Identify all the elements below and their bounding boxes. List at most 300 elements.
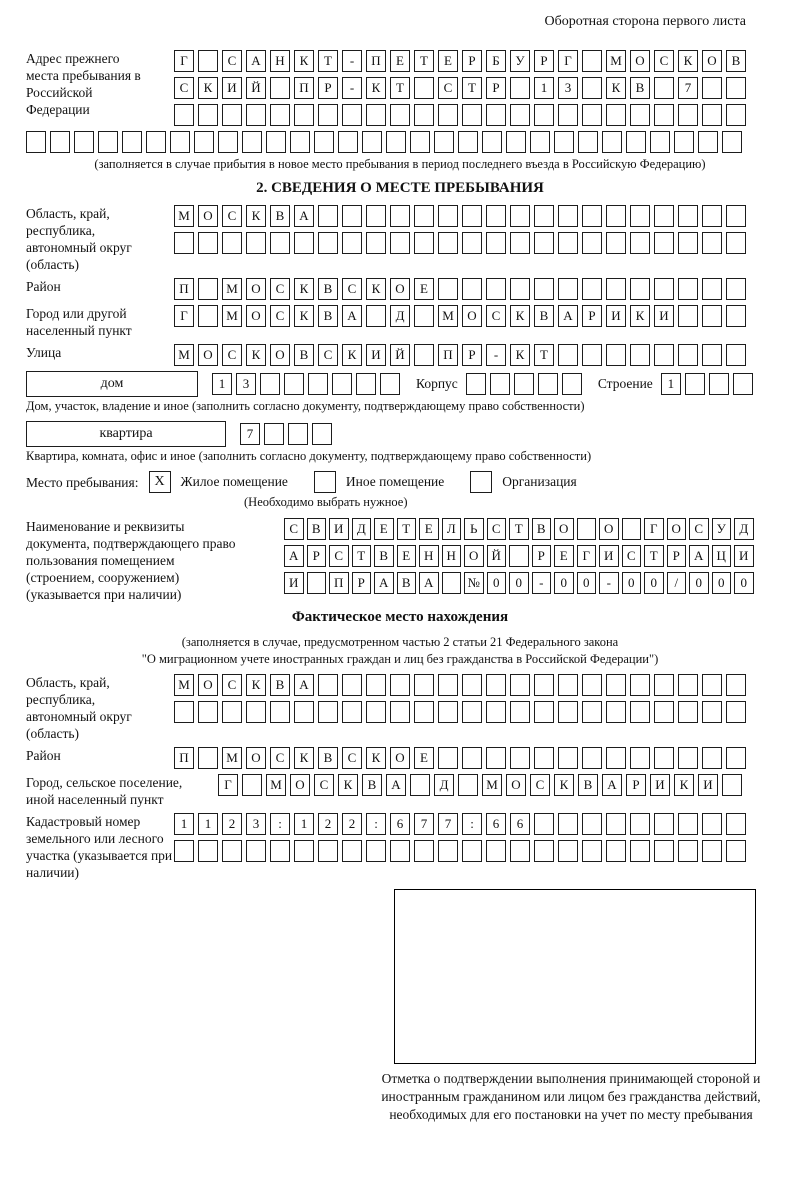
char-cell[interactable] (410, 131, 430, 153)
char-cell[interactable] (318, 840, 338, 862)
char-cell[interactable]: Р (318, 77, 338, 99)
char-cell[interactable]: С (222, 205, 242, 227)
char-cell[interactable] (709, 373, 729, 395)
char-cell[interactable] (438, 701, 458, 723)
char-cell[interactable] (702, 747, 722, 769)
char-cell[interactable]: А (374, 572, 394, 594)
char-cell[interactable] (534, 701, 554, 723)
char-cell[interactable]: 2 (318, 813, 338, 835)
char-cell[interactable]: Т (509, 518, 529, 540)
char-cell[interactable] (342, 104, 362, 126)
char-cell[interactable] (438, 840, 458, 862)
char-cell[interactable]: 2 (222, 813, 242, 835)
char-cell[interactable] (630, 278, 650, 300)
char-cell[interactable]: М (174, 344, 194, 366)
char-cell[interactable]: О (390, 747, 410, 769)
char-cell[interactable]: 0 (577, 572, 597, 594)
char-cell[interactable] (558, 701, 578, 723)
char-cell[interactable] (606, 747, 626, 769)
char-cell[interactable] (366, 104, 386, 126)
char-cell[interactable] (356, 373, 376, 395)
char-cell[interactable] (558, 813, 578, 835)
char-cell[interactable] (558, 747, 578, 769)
char-cell[interactable]: У (712, 518, 732, 540)
char-cell[interactable] (342, 205, 362, 227)
char-cell[interactable]: Й (390, 344, 410, 366)
char-cell[interactable]: О (630, 50, 650, 72)
char-cell[interactable]: Р (486, 77, 506, 99)
char-cell[interactable] (438, 747, 458, 769)
char-cell[interactable]: К (338, 774, 358, 796)
char-cell[interactable] (577, 518, 597, 540)
char-cell[interactable]: / (667, 572, 687, 594)
char-cell[interactable]: 1 (661, 373, 681, 395)
char-cell[interactable]: 7 (240, 423, 260, 445)
char-cell[interactable] (318, 674, 338, 696)
char-cell[interactable]: Е (414, 278, 434, 300)
char-cell[interactable] (458, 774, 478, 796)
char-cell[interactable] (332, 373, 352, 395)
char-cell[interactable] (678, 205, 698, 227)
char-cell[interactable] (582, 205, 602, 227)
char-cell[interactable] (312, 423, 332, 445)
char-cell[interactable]: С (486, 305, 506, 327)
char-cell[interactable] (702, 813, 722, 835)
char-cell[interactable]: О (246, 305, 266, 327)
char-cell[interactable]: Т (318, 50, 338, 72)
char-cell[interactable]: : (366, 813, 386, 835)
char-cell[interactable] (702, 840, 722, 862)
char-cell[interactable]: В (307, 518, 327, 540)
char-cell[interactable] (362, 131, 382, 153)
char-cell[interactable] (414, 104, 434, 126)
char-cell[interactable]: М (174, 205, 194, 227)
char-cell[interactable] (726, 104, 746, 126)
char-cell[interactable] (414, 674, 434, 696)
char-cell[interactable] (702, 701, 722, 723)
char-cell[interactable] (606, 205, 626, 227)
char-cell[interactable] (582, 674, 602, 696)
char-cell[interactable]: С (270, 278, 290, 300)
char-cell[interactable]: И (329, 518, 349, 540)
checkbox-residential[interactable]: X (149, 471, 171, 493)
char-cell[interactable] (733, 373, 753, 395)
char-cell[interactable]: В (578, 774, 598, 796)
char-cell[interactable] (678, 305, 698, 327)
char-cell[interactable]: М (174, 674, 194, 696)
char-cell[interactable]: 0 (644, 572, 664, 594)
char-cell[interactable] (414, 840, 434, 862)
char-cell[interactable]: О (198, 344, 218, 366)
char-cell[interactable] (366, 840, 386, 862)
char-cell[interactable]: Т (390, 77, 410, 99)
char-cell[interactable] (558, 205, 578, 227)
char-cell[interactable]: М (222, 305, 242, 327)
char-cell[interactable] (462, 104, 482, 126)
char-cell[interactable]: А (558, 305, 578, 327)
char-cell[interactable] (582, 232, 602, 254)
char-cell[interactable]: О (462, 305, 482, 327)
char-cell[interactable] (702, 205, 722, 227)
char-cell[interactable] (390, 104, 410, 126)
char-cell[interactable]: Е (438, 50, 458, 72)
char-cell[interactable]: 1 (174, 813, 194, 835)
char-cell[interactable] (194, 131, 214, 153)
char-cell[interactable]: - (342, 50, 362, 72)
char-cell[interactable] (678, 674, 698, 696)
char-cell[interactable] (630, 205, 650, 227)
char-cell[interactable]: И (284, 572, 304, 594)
char-cell[interactable] (630, 813, 650, 835)
char-cell[interactable] (702, 77, 722, 99)
char-cell[interactable]: Ь (464, 518, 484, 540)
char-cell[interactable]: А (294, 674, 314, 696)
char-cell[interactable]: П (294, 77, 314, 99)
char-cell[interactable] (510, 840, 530, 862)
char-cell[interactable] (222, 701, 242, 723)
char-cell[interactable]: П (366, 50, 386, 72)
char-cell[interactable]: О (667, 518, 687, 540)
char-cell[interactable]: С (270, 747, 290, 769)
char-cell[interactable] (380, 373, 400, 395)
char-cell[interactable]: К (342, 344, 362, 366)
char-cell[interactable] (308, 373, 328, 395)
char-cell[interactable]: К (674, 774, 694, 796)
char-cell[interactable]: С (222, 674, 242, 696)
char-cell[interactable]: Р (534, 50, 554, 72)
char-cell[interactable]: К (366, 278, 386, 300)
char-cell[interactable] (726, 278, 746, 300)
char-cell[interactable] (654, 747, 674, 769)
char-cell[interactable]: Т (462, 77, 482, 99)
char-cell[interactable]: С (342, 278, 362, 300)
char-cell[interactable] (622, 518, 642, 540)
char-cell[interactable]: 3 (246, 813, 266, 835)
char-cell[interactable] (678, 278, 698, 300)
char-cell[interactable] (654, 232, 674, 254)
char-cell[interactable] (606, 674, 626, 696)
char-cell[interactable] (630, 674, 650, 696)
char-cell[interactable] (726, 77, 746, 99)
char-cell[interactable] (678, 344, 698, 366)
char-cell[interactable]: К (294, 278, 314, 300)
char-cell[interactable]: - (342, 77, 362, 99)
char-cell[interactable] (462, 278, 482, 300)
char-cell[interactable] (558, 344, 578, 366)
char-cell[interactable] (582, 278, 602, 300)
char-cell[interactable] (414, 77, 434, 99)
char-cell[interactable] (486, 701, 506, 723)
char-cell[interactable]: К (246, 205, 266, 227)
char-cell[interactable] (702, 674, 722, 696)
char-cell[interactable] (222, 840, 242, 862)
char-cell[interactable] (390, 701, 410, 723)
char-cell[interactable]: О (198, 205, 218, 227)
char-cell[interactable]: А (386, 774, 406, 796)
char-cell[interactable]: Г (644, 518, 664, 540)
char-cell[interactable] (270, 77, 290, 99)
char-cell[interactable] (510, 701, 530, 723)
char-cell[interactable] (702, 305, 722, 327)
char-cell[interactable]: В (362, 774, 382, 796)
char-cell[interactable] (582, 104, 602, 126)
char-cell[interactable]: А (689, 545, 709, 567)
char-cell[interactable] (390, 232, 410, 254)
char-cell[interactable] (294, 840, 314, 862)
char-cell[interactable] (562, 373, 582, 395)
checkbox-organization[interactable] (470, 471, 492, 493)
char-cell[interactable] (678, 104, 698, 126)
char-cell[interactable]: И (599, 545, 619, 567)
char-cell[interactable]: П (329, 572, 349, 594)
char-cell[interactable] (606, 840, 626, 862)
char-cell[interactable] (506, 131, 526, 153)
char-cell[interactable]: Е (554, 545, 574, 567)
char-cell[interactable]: К (554, 774, 574, 796)
char-cell[interactable]: О (246, 747, 266, 769)
char-cell[interactable] (246, 104, 266, 126)
char-cell[interactable] (410, 774, 430, 796)
char-cell[interactable] (270, 840, 290, 862)
char-cell[interactable] (630, 747, 650, 769)
char-cell[interactable] (338, 131, 358, 153)
char-cell[interactable] (170, 131, 190, 153)
char-cell[interactable]: 6 (510, 813, 530, 835)
char-cell[interactable] (654, 813, 674, 835)
char-cell[interactable] (534, 205, 554, 227)
char-cell[interactable] (654, 840, 674, 862)
char-cell[interactable] (414, 205, 434, 227)
char-cell[interactable]: К (198, 77, 218, 99)
char-cell[interactable] (270, 104, 290, 126)
char-cell[interactable] (606, 344, 626, 366)
char-cell[interactable] (722, 774, 742, 796)
char-cell[interactable] (582, 747, 602, 769)
char-cell[interactable]: В (726, 50, 746, 72)
char-cell[interactable] (434, 131, 454, 153)
char-cell[interactable] (242, 774, 262, 796)
char-cell[interactable]: М (222, 747, 242, 769)
char-cell[interactable] (486, 278, 506, 300)
char-cell[interactable]: С (622, 545, 642, 567)
char-cell[interactable]: Д (352, 518, 372, 540)
char-cell[interactable] (726, 674, 746, 696)
char-cell[interactable]: И (650, 774, 670, 796)
char-cell[interactable]: Е (419, 518, 439, 540)
char-cell[interactable]: 6 (486, 813, 506, 835)
char-cell[interactable] (198, 104, 218, 126)
char-cell[interactable] (390, 205, 410, 227)
char-cell[interactable] (726, 840, 746, 862)
char-cell[interactable] (366, 305, 386, 327)
char-cell[interactable] (284, 373, 304, 395)
char-cell[interactable] (294, 701, 314, 723)
char-cell[interactable]: : (270, 813, 290, 835)
char-cell[interactable] (630, 701, 650, 723)
char-cell[interactable] (26, 131, 46, 153)
char-cell[interactable]: Б (486, 50, 506, 72)
char-cell[interactable] (486, 232, 506, 254)
char-cell[interactable] (438, 674, 458, 696)
char-cell[interactable] (198, 747, 218, 769)
char-cell[interactable] (366, 205, 386, 227)
char-cell[interactable]: П (174, 278, 194, 300)
char-cell[interactable] (582, 344, 602, 366)
char-cell[interactable] (630, 840, 650, 862)
char-cell[interactable]: О (506, 774, 526, 796)
char-cell[interactable]: 0 (712, 572, 732, 594)
char-cell[interactable]: А (246, 50, 266, 72)
char-cell[interactable] (390, 840, 410, 862)
char-cell[interactable]: К (678, 50, 698, 72)
char-cell[interactable] (726, 205, 746, 227)
char-cell[interactable]: С (222, 344, 242, 366)
char-cell[interactable]: Р (532, 545, 552, 567)
char-cell[interactable] (534, 232, 554, 254)
char-cell[interactable]: - (486, 344, 506, 366)
char-cell[interactable] (342, 701, 362, 723)
char-cell[interactable]: О (464, 545, 484, 567)
char-cell[interactable] (288, 423, 308, 445)
char-cell[interactable] (198, 701, 218, 723)
char-cell[interactable]: Г (558, 50, 578, 72)
char-cell[interactable]: 0 (734, 572, 754, 594)
char-cell[interactable]: 7 (678, 77, 698, 99)
char-cell[interactable]: : (462, 813, 482, 835)
char-cell[interactable] (462, 747, 482, 769)
char-cell[interactable] (462, 674, 482, 696)
char-cell[interactable] (314, 131, 334, 153)
char-cell[interactable]: 1 (294, 813, 314, 835)
char-cell[interactable] (246, 232, 266, 254)
char-cell[interactable] (198, 305, 218, 327)
char-cell[interactable]: Г (174, 305, 194, 327)
char-cell[interactable]: 1 (534, 77, 554, 99)
char-cell[interactable] (246, 840, 266, 862)
char-cell[interactable] (534, 674, 554, 696)
char-cell[interactable] (438, 205, 458, 227)
char-cell[interactable]: К (606, 77, 626, 99)
char-cell[interactable] (630, 344, 650, 366)
char-cell[interactable] (514, 373, 534, 395)
char-cell[interactable]: Г (577, 545, 597, 567)
char-cell[interactable] (438, 278, 458, 300)
char-cell[interactable] (74, 131, 94, 153)
char-cell[interactable] (654, 701, 674, 723)
char-cell[interactable]: Е (374, 518, 394, 540)
char-cell[interactable]: О (290, 774, 310, 796)
char-cell[interactable] (726, 747, 746, 769)
char-cell[interactable] (198, 232, 218, 254)
char-cell[interactable] (218, 131, 238, 153)
char-cell[interactable] (50, 131, 70, 153)
char-cell[interactable] (466, 373, 486, 395)
char-cell[interactable] (510, 77, 530, 99)
char-cell[interactable]: 6 (390, 813, 410, 835)
char-cell[interactable]: О (599, 518, 619, 540)
char-cell[interactable] (174, 104, 194, 126)
char-cell[interactable] (414, 232, 434, 254)
char-cell[interactable] (654, 205, 674, 227)
char-cell[interactable] (654, 77, 674, 99)
char-cell[interactable]: В (318, 305, 338, 327)
char-cell[interactable] (654, 344, 674, 366)
char-cell[interactable] (462, 205, 482, 227)
char-cell[interactable]: 0 (622, 572, 642, 594)
char-cell[interactable] (582, 840, 602, 862)
char-cell[interactable]: 0 (689, 572, 709, 594)
char-cell[interactable] (414, 701, 434, 723)
char-cell[interactable] (122, 131, 142, 153)
char-cell[interactable] (630, 232, 650, 254)
char-cell[interactable]: К (294, 305, 314, 327)
char-cell[interactable] (578, 131, 598, 153)
char-cell[interactable]: В (397, 572, 417, 594)
char-cell[interactable]: - (599, 572, 619, 594)
char-cell[interactable] (264, 423, 284, 445)
char-cell[interactable]: С (342, 747, 362, 769)
char-cell[interactable] (242, 131, 262, 153)
char-cell[interactable] (222, 232, 242, 254)
char-cell[interactable] (366, 232, 386, 254)
char-cell[interactable] (510, 232, 530, 254)
char-cell[interactable] (606, 232, 626, 254)
char-cell[interactable]: К (294, 50, 314, 72)
char-cell[interactable] (342, 674, 362, 696)
char-cell[interactable] (606, 104, 626, 126)
char-cell[interactable] (318, 232, 338, 254)
char-cell[interactable]: С (222, 50, 242, 72)
char-cell[interactable] (702, 104, 722, 126)
char-cell[interactable] (558, 840, 578, 862)
char-cell[interactable] (222, 104, 242, 126)
char-cell[interactable] (726, 813, 746, 835)
char-cell[interactable] (486, 747, 506, 769)
char-cell[interactable]: И (222, 77, 242, 99)
char-cell[interactable] (702, 344, 722, 366)
char-cell[interactable]: Ц (712, 545, 732, 567)
char-cell[interactable] (538, 373, 558, 395)
char-cell[interactable] (534, 813, 554, 835)
char-cell[interactable] (698, 131, 718, 153)
char-cell[interactable] (318, 205, 338, 227)
char-cell[interactable] (294, 104, 314, 126)
char-cell[interactable]: С (314, 774, 334, 796)
char-cell[interactable]: У (510, 50, 530, 72)
char-cell[interactable] (458, 131, 478, 153)
char-cell[interactable]: Т (644, 545, 664, 567)
char-cell[interactable] (462, 701, 482, 723)
char-cell[interactable] (554, 131, 574, 153)
char-cell[interactable]: И (654, 305, 674, 327)
char-cell[interactable]: 2 (342, 813, 362, 835)
char-cell[interactable] (486, 674, 506, 696)
char-cell[interactable] (414, 344, 434, 366)
char-cell[interactable]: Р (462, 50, 482, 72)
char-cell[interactable]: Л (442, 518, 462, 540)
char-cell[interactable]: Й (246, 77, 266, 99)
char-cell[interactable] (510, 205, 530, 227)
char-cell[interactable] (582, 50, 602, 72)
char-cell[interactable]: Е (397, 545, 417, 567)
char-cell[interactable]: В (374, 545, 394, 567)
char-cell[interactable] (318, 104, 338, 126)
char-cell[interactable]: 0 (487, 572, 507, 594)
char-cell[interactable] (534, 104, 554, 126)
char-cell[interactable] (558, 232, 578, 254)
char-cell[interactable] (490, 373, 510, 395)
char-cell[interactable] (722, 131, 742, 153)
